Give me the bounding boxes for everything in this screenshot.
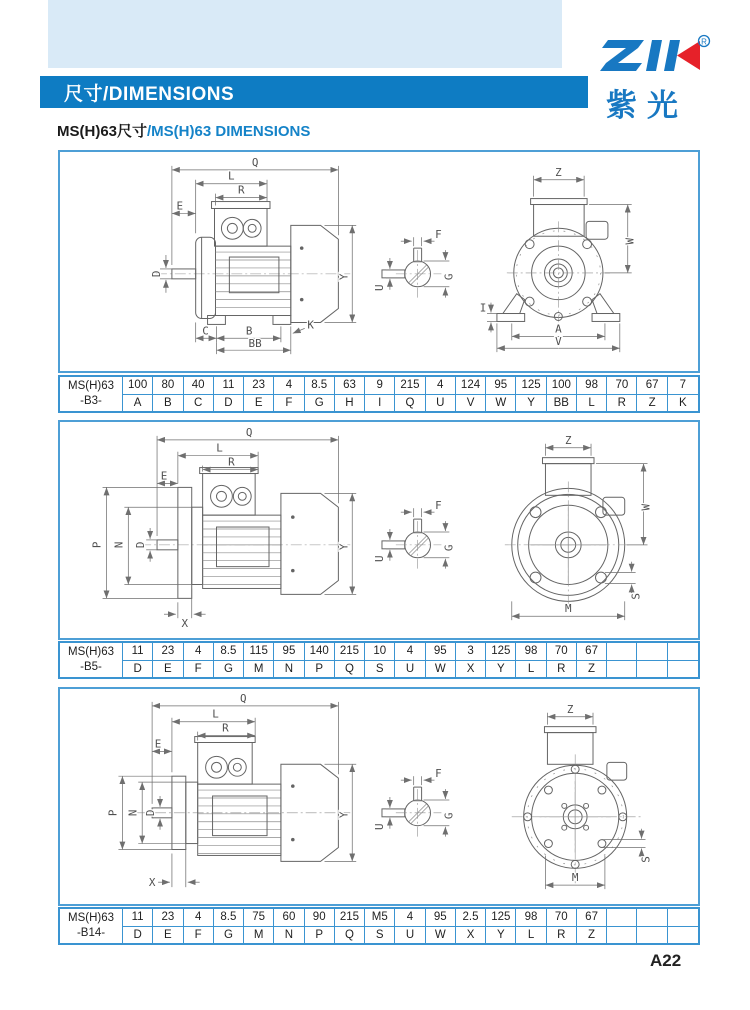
header-band: [48, 0, 562, 68]
table-cell: 9: [365, 377, 395, 394]
table-cell: 125: [486, 643, 516, 660]
table-cell: [637, 909, 667, 926]
table-cell: [637, 661, 667, 678]
table-cell: N: [274, 927, 304, 944]
dim-table-b5: [58, 641, 700, 679]
table-row-values: [123, 643, 698, 661]
table-cell: 215: [335, 643, 365, 660]
drawing-box-b5: [58, 420, 700, 640]
b14-dim-labels: [106, 692, 350, 889]
page-subtitle: MS(H)63尺寸/MS(H)63 DIMENSIONS: [57, 123, 311, 140]
brand-logo: [598, 34, 718, 125]
table-cell: D: [123, 927, 153, 944]
cable-gland: [586, 221, 608, 239]
fan-cover: [281, 493, 338, 594]
dim-label: D: [150, 270, 163, 278]
foot: [273, 316, 291, 325]
table-cell: D: [123, 661, 153, 678]
table-cell: [607, 909, 637, 926]
b3-side-view: [156, 202, 350, 325]
dim-label: P: [106, 809, 120, 817]
table-cell: L: [516, 927, 546, 944]
b14-drawing: [60, 689, 698, 904]
dim-label: Y: [337, 811, 351, 819]
table-cell: P: [305, 927, 335, 944]
table-cell: 215: [395, 377, 425, 394]
dim-label: Q: [251, 155, 259, 169]
table-cell: 125: [516, 377, 546, 394]
dim-label: N: [126, 809, 140, 817]
b3-dim-labels: [150, 156, 350, 350]
flange: [178, 487, 192, 598]
dim-label: S: [639, 856, 653, 863]
dim-label: S: [629, 593, 643, 600]
table-cell: 4: [395, 909, 425, 926]
foot: [497, 314, 525, 322]
dim-label: E: [154, 737, 162, 751]
dim-label: B: [245, 324, 253, 338]
dim-label: N: [112, 541, 126, 549]
table-cell: 125: [486, 909, 516, 926]
table-cell: 80: [153, 377, 183, 394]
b5-shaft-detail: [373, 499, 455, 568]
table-cell: G: [214, 927, 244, 944]
table-cell: 3: [456, 643, 486, 660]
nameplate: [229, 257, 279, 293]
dim-label: W: [639, 503, 653, 511]
table-cell: BB: [547, 395, 577, 412]
table-cell: 23: [244, 377, 274, 394]
dim-label: G: [442, 273, 456, 281]
table-cell: 4: [184, 909, 214, 926]
table-cell: M: [244, 927, 274, 944]
table-cell: N: [274, 661, 304, 678]
dim-label: F: [435, 499, 442, 513]
dim-label: P: [90, 541, 104, 549]
table-cell: 11: [123, 909, 153, 926]
table-cell: S: [365, 661, 395, 678]
table-cell: 98: [577, 377, 607, 394]
b5-dim-labels: [91, 426, 351, 630]
table-cell: 95: [426, 643, 456, 660]
table-cell: W: [426, 927, 456, 944]
table-cell: M5: [365, 909, 395, 926]
table-cell: 63: [335, 377, 365, 394]
dim-label: L: [228, 169, 235, 183]
table-cell: R: [607, 395, 637, 412]
table-cell: R: [547, 927, 577, 944]
table-label-cell: MS(H)63 -B14-: [60, 909, 123, 943]
table-cell: 67: [577, 909, 607, 926]
dim-label: W: [623, 237, 637, 245]
table-cell: G: [214, 661, 244, 678]
table-cell: 95: [486, 377, 516, 394]
table-cell: X: [456, 927, 486, 944]
table-cell: V: [456, 395, 486, 412]
table-cell: 67: [637, 377, 667, 394]
table-cell: 115: [244, 643, 274, 660]
dim-label: A: [555, 322, 562, 336]
table-cell: R: [547, 661, 577, 678]
table-cell: Z: [577, 927, 607, 944]
table-cell: 95: [274, 643, 304, 660]
table-cell: W: [426, 661, 456, 678]
table-cell: Q: [395, 395, 425, 412]
dim-label: D: [144, 809, 158, 817]
table-cell: 70: [547, 909, 577, 926]
table-cell: Y: [486, 927, 516, 944]
table-cell: Q: [335, 927, 365, 944]
dim-label: Z: [564, 433, 572, 447]
table-cell: F: [274, 395, 304, 412]
b5-end-view: [505, 434, 653, 620]
table-cell: 98: [516, 643, 546, 660]
table-cell: Q: [335, 661, 365, 678]
dim-label: X: [148, 876, 156, 890]
table-cell: 4: [395, 643, 425, 660]
drawing-box-b3: [58, 150, 700, 373]
table-cell: 7: [679, 379, 687, 392]
table-cell: X: [456, 661, 486, 678]
dim-label: K: [307, 318, 314, 332]
table-cell: 8.5: [305, 377, 335, 394]
table-cell: Z: [577, 661, 607, 678]
dim-label: X: [181, 617, 189, 631]
table-cell: F: [184, 661, 214, 678]
b14-end-view: [512, 703, 653, 889]
table-cell: 95: [426, 909, 456, 926]
b3-drawing: [60, 152, 698, 371]
table-cell: L: [516, 661, 546, 678]
b3-end-view: [480, 166, 637, 352]
dim-table-b14: [58, 907, 700, 945]
dim-label: G: [442, 544, 456, 552]
table-cell: E: [244, 395, 274, 412]
table-cell: 70: [607, 377, 637, 394]
table-cell: U: [395, 661, 425, 678]
table-cell: [637, 927, 667, 944]
table-cell: 98: [516, 909, 546, 926]
dim-label: L: [216, 441, 223, 455]
table-cell: Y: [516, 395, 546, 412]
dim-label: F: [435, 228, 442, 242]
dim-label: Z: [555, 165, 562, 179]
dim-label: M: [571, 871, 579, 885]
table-cell: 4: [184, 643, 214, 660]
table-cell: 75: [244, 909, 274, 926]
dim-label: C: [202, 324, 209, 338]
dim-label: D: [134, 541, 148, 549]
dim-label: I: [479, 301, 487, 315]
brand-logo-mark: [598, 34, 712, 74]
dim-label: Z: [566, 702, 574, 716]
table-cell: G: [305, 395, 335, 412]
table-row-dims: [123, 927, 698, 944]
section-title: 尺寸/DIMENSIONS: [64, 83, 235, 105]
table-cell: 23: [153, 909, 183, 926]
table-cell: [668, 661, 698, 678]
table-cell: 11: [214, 377, 244, 394]
table-cell: L: [577, 395, 607, 412]
table-cell: A: [123, 395, 153, 412]
table-cell: 8.5: [214, 909, 244, 926]
dim-label: U: [372, 823, 386, 831]
dim-label: Q: [245, 425, 253, 439]
table-cell: [668, 643, 698, 660]
dim-label: L: [212, 707, 219, 721]
dim-label: Q: [239, 691, 247, 705]
table-cell: Z: [637, 395, 667, 412]
table-cell: E: [153, 661, 183, 678]
table-cell: I: [365, 395, 395, 412]
table-cell: Y: [486, 661, 516, 678]
table-cell: D: [214, 395, 244, 412]
table-row-values: [123, 377, 698, 395]
table-cell: 4: [274, 377, 304, 394]
table-cell: C: [184, 395, 214, 412]
table-cell: [607, 643, 637, 660]
dim-label: Y: [337, 543, 351, 551]
table-cell: U: [426, 395, 456, 412]
table-cell: [668, 909, 698, 926]
table-cell: 10: [365, 643, 395, 660]
table-row-dims: [123, 661, 698, 678]
table-cell: 140: [305, 643, 335, 660]
terminal-box: [215, 208, 268, 246]
dim-label: G: [442, 812, 456, 820]
foot: [592, 314, 620, 322]
table-cell: E: [153, 927, 183, 944]
dim-label: R: [237, 183, 245, 197]
table-cell: H: [335, 395, 365, 412]
table-cell: 100: [123, 377, 153, 394]
table-row-dims: [123, 395, 698, 412]
b14-side-view: [136, 737, 350, 862]
table-cell: F: [184, 927, 214, 944]
section-title-bar: [40, 76, 588, 108]
dim-label: R: [228, 455, 235, 469]
dim-label: E: [160, 469, 168, 483]
dim-table-b3: [58, 375, 700, 413]
table-cell: M: [244, 661, 274, 678]
table-label-cell: MS(H)63 -B5-: [60, 643, 123, 677]
table-cell: 4: [426, 377, 456, 394]
dim-label: U: [372, 555, 386, 563]
dim-label: Y: [337, 273, 351, 281]
table-cell: 124: [456, 377, 486, 394]
table-cell: 90: [305, 909, 335, 926]
dim-label: R: [222, 721, 229, 735]
table-cell: 40: [184, 377, 214, 394]
table-row-values: [123, 909, 698, 927]
dim-label: E: [176, 199, 184, 213]
b5-drawing: [60, 422, 698, 638]
table-cell: 11: [123, 643, 153, 660]
dim-label: M: [564, 602, 572, 616]
b14-shaft-detail: [373, 767, 455, 836]
dim-label: BB: [248, 337, 262, 351]
table-cell: 60: [274, 909, 304, 926]
table-cell: 67: [577, 643, 607, 660]
b3-shaft-detail: [373, 228, 455, 297]
dim-label: U: [372, 284, 386, 292]
table-cell: [668, 927, 698, 944]
page-number: A22: [650, 951, 682, 970]
table-cell: [607, 927, 637, 944]
table-cell: [637, 643, 667, 660]
table-cell: 2.5: [456, 909, 486, 926]
dim-label: V: [555, 335, 562, 349]
brand-logo-cn: 紫光: [606, 88, 688, 123]
table-cell: 23: [153, 643, 183, 660]
cable-gland: [607, 762, 627, 780]
table-cell: W: [486, 395, 516, 412]
table-cell: 8.5: [214, 643, 244, 660]
table-cell: B: [153, 395, 183, 412]
drawing-box-b14: [58, 687, 700, 906]
table-cell: [607, 661, 637, 678]
dim-label: F: [435, 767, 442, 781]
foot: [208, 316, 226, 325]
table-cell: P: [305, 661, 335, 678]
table-cell: K: [679, 396, 687, 409]
table-cell: S: [365, 927, 395, 944]
table-cell: 70: [547, 643, 577, 660]
b14-dimensions: [118, 702, 356, 890]
table-cell: 100: [547, 377, 577, 394]
registered-mark: R: [701, 37, 707, 47]
terminal-box: [547, 733, 593, 765]
table-cell: U: [395, 927, 425, 944]
table-label-cell: MS(H)63 -B3-: [60, 377, 123, 411]
table-cell: 215: [335, 909, 365, 926]
